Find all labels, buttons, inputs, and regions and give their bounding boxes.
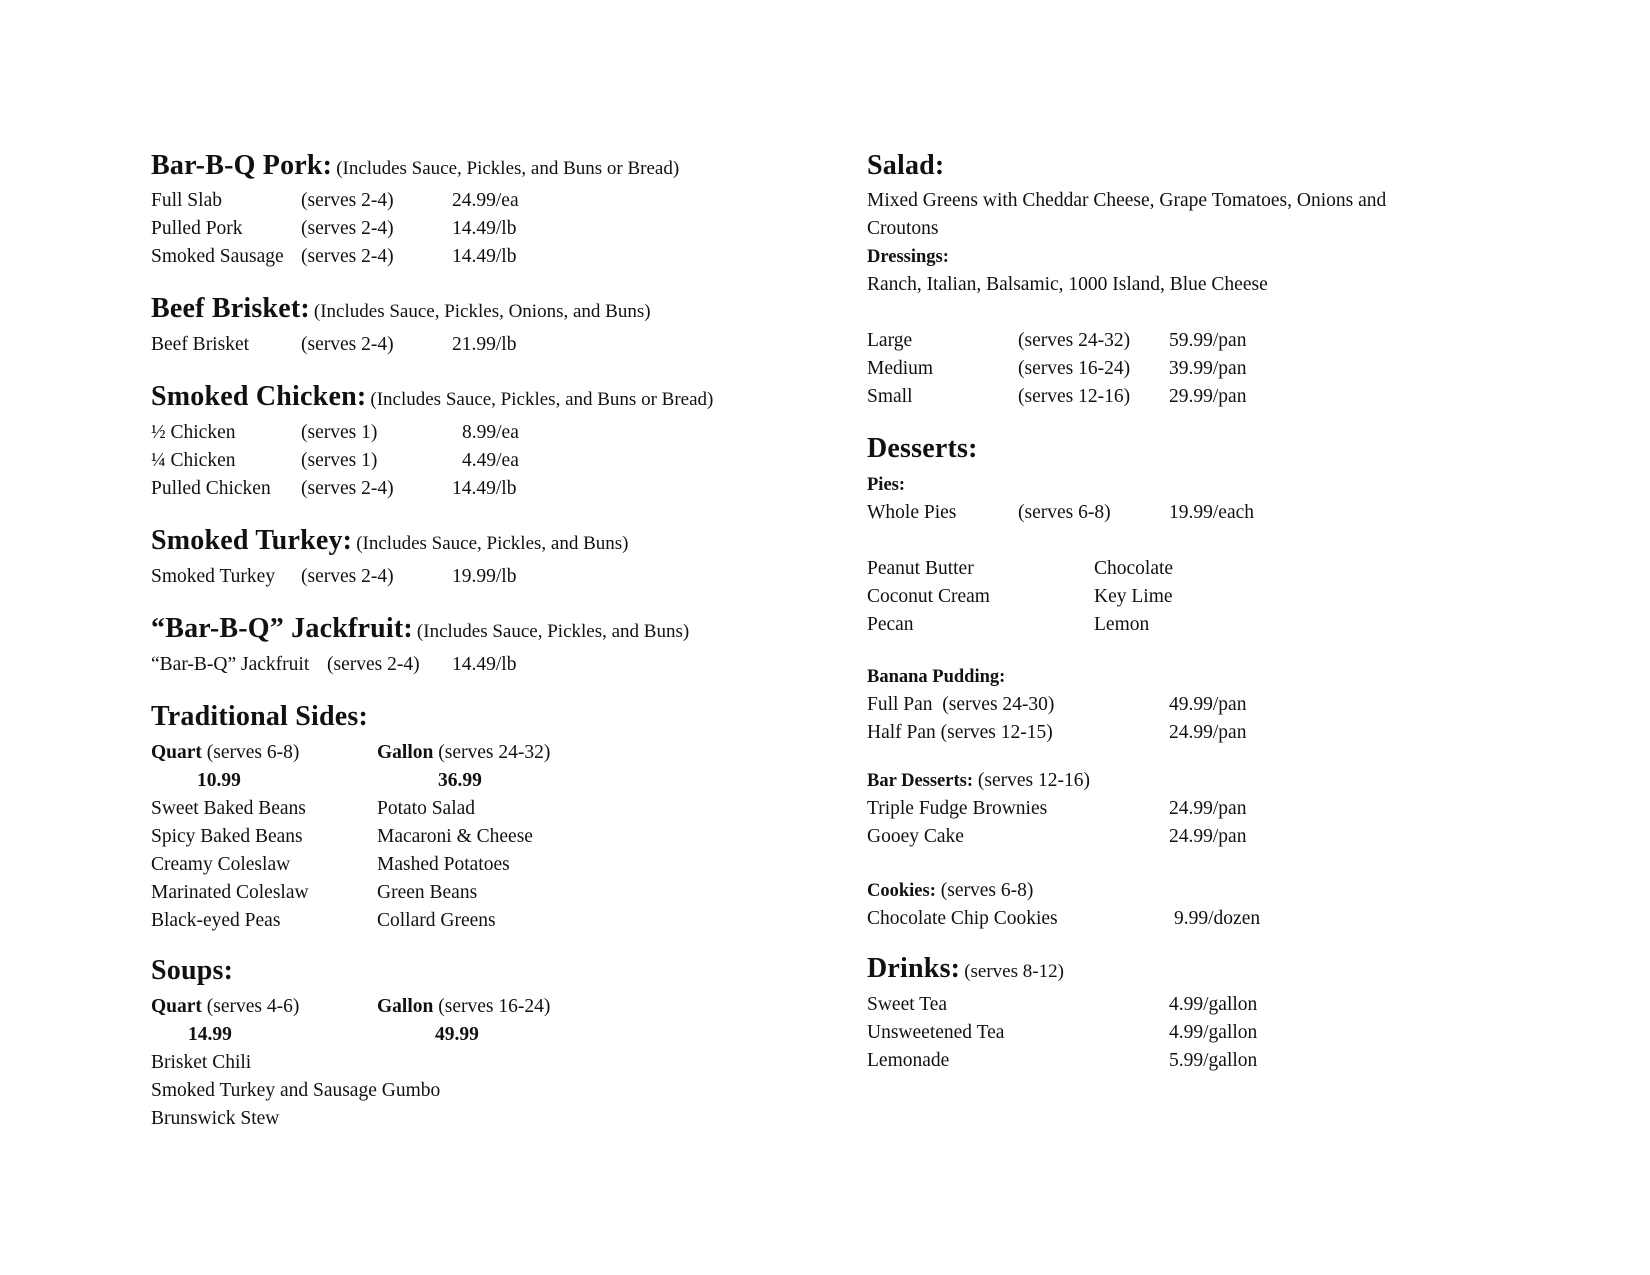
menu-item-serves: (serves 1) xyxy=(301,450,378,471)
side-item: Collard Greens xyxy=(377,910,496,931)
side-item: Marinated Coleslaw xyxy=(151,882,309,903)
bar-desserts-header xyxy=(867,767,1090,795)
salad-size-serves: (serves 24-32) xyxy=(1018,330,1131,351)
menu-item-serves: (serves 2-4) xyxy=(301,246,394,267)
menu-item-serves: (serves 1) xyxy=(301,422,378,443)
banana-pudding-price: 49.99/pan xyxy=(1169,694,1247,715)
salad-size-name: Medium xyxy=(867,358,934,379)
section-note: (Includes Sauce, Pickles, and Buns) xyxy=(416,621,690,642)
bar-dessert-price: 24.99/pan xyxy=(1169,826,1247,847)
side-item: Spicy Baked Beans xyxy=(151,826,303,847)
whole-pies-price: 19.99/each xyxy=(1169,502,1255,523)
gallon-serves: (serves 24-32) xyxy=(438,742,551,763)
section-note: (Includes Sauce, Pickles, and Buns) xyxy=(356,533,629,554)
pies-label: Pies: xyxy=(867,475,906,495)
sides-gallon-price: 36.99 xyxy=(438,770,482,791)
section-note: (Includes Sauce, Pickles, Onions, and Buns) xyxy=(313,301,651,322)
menu-item-serves: (serves 2-4) xyxy=(301,218,394,239)
whole-pies-serves: (serves 6-8) xyxy=(1018,502,1111,523)
soup-item: Smoked Turkey and Sausage Gumbo xyxy=(151,1080,441,1101)
section-title: Beef Brisket: xyxy=(151,293,310,324)
section-header-smoked-chicken xyxy=(151,381,713,413)
dressings-list: Ranch, Italian, Balsamic, 1000 Island, Blue Cheese xyxy=(867,274,1268,295)
gallon-serves: (serves 16-24) xyxy=(438,996,551,1017)
banana-pudding-price: 24.99/pan xyxy=(1169,722,1247,743)
cookies-header xyxy=(867,877,1033,905)
menu-item-name: ¼ Chicken xyxy=(151,450,236,471)
section-title: Smoked Turkey: xyxy=(151,525,353,556)
section-title-desserts: Desserts: xyxy=(867,433,978,464)
menu-item-serves: (serves 2-4) xyxy=(327,654,420,675)
menu-item-price: 24.99/ea xyxy=(452,190,519,211)
menu-item-name: “Bar-B-Q” Jackfruit xyxy=(151,654,310,675)
salad-size-price: 59.99/pan xyxy=(1169,330,1247,351)
menu-item-name: Smoked Turkey xyxy=(151,566,276,587)
drink-name: Lemonade xyxy=(867,1050,950,1071)
menu-item-serves: (serves 2-4) xyxy=(301,190,394,211)
section-title: Drinks: xyxy=(867,953,961,984)
menu-item-price: 14.49/lb xyxy=(452,478,517,499)
salad-size-price: 39.99/pan xyxy=(1169,358,1247,379)
bar-dessert-price: 24.99/pan xyxy=(1169,798,1247,819)
salad-description-cont: Croutons xyxy=(867,218,939,239)
sides-quart-price: 10.99 xyxy=(197,770,241,791)
menu-item-serves: (serves 2-4) xyxy=(301,478,394,499)
menu-item-serves: (serves 2-4) xyxy=(301,334,394,355)
side-item: Macaroni & Cheese xyxy=(377,826,533,847)
salad-size-serves: (serves 12-16) xyxy=(1018,386,1131,407)
whole-pies-name: Whole Pies xyxy=(867,502,957,523)
pie-flavor: Pecan xyxy=(867,614,914,635)
drink-price: 4.99/gallon xyxy=(1169,1022,1258,1043)
drink-name: Sweet Tea xyxy=(867,994,948,1015)
section-title: Bar-B-Q Pork: xyxy=(151,150,333,181)
side-item: Black-eyed Peas xyxy=(151,910,281,931)
soups-quart-header xyxy=(151,993,299,1021)
cookies-serves: (serves 6-8) xyxy=(940,880,1034,901)
banana-pudding-label: Banana Pudding: xyxy=(867,667,1006,687)
section-note: (serves 8-12) xyxy=(964,961,1064,982)
section-header-jackfruit xyxy=(151,613,689,645)
bar-dessert-name: Triple Fudge Brownies xyxy=(867,798,1048,819)
quart-serves: (serves 4-6) xyxy=(206,996,300,1017)
drink-price: 4.99/gallon xyxy=(1169,994,1258,1015)
section-note: (Includes Sauce, Pickles, and Buns or Bread) xyxy=(336,158,680,179)
section-title-sides: Traditional Sides: xyxy=(151,701,369,732)
pie-flavor: Coconut Cream xyxy=(867,586,990,607)
sides-quart-header xyxy=(151,739,299,767)
soup-item: Brunswick Stew xyxy=(151,1108,280,1129)
bar-desserts-serves: (serves 12-16) xyxy=(977,770,1090,791)
menu-item-serves: (serves 2-4) xyxy=(301,566,394,587)
soups-gallon-header xyxy=(377,993,550,1021)
salad-description: Mixed Greens with Cheddar Cheese, Grape Tomatoes, Onions and xyxy=(867,190,1387,211)
menu-item-name: Pulled Pork xyxy=(151,218,243,239)
drink-name: Unsweetened Tea xyxy=(867,1022,1005,1043)
menu-item-price: 8.99/ea xyxy=(462,422,519,443)
menu-item-price: 14.49/lb xyxy=(452,218,517,239)
side-item: Mashed Potatoes xyxy=(377,854,510,875)
bar-desserts-label: Bar Desserts: xyxy=(867,771,974,791)
section-title-soups: Soups: xyxy=(151,955,234,986)
salad-size-price: 29.99/pan xyxy=(1169,386,1247,407)
pie-flavor: Lemon xyxy=(1094,614,1150,635)
side-item: Creamy Coleslaw xyxy=(151,854,291,875)
menu-item-name: Pulled Chicken xyxy=(151,478,271,499)
section-title-salad: Salad: xyxy=(867,150,945,181)
drink-price: 5.99/gallon xyxy=(1169,1050,1258,1071)
section-title: “Bar-B-Q” Jackfruit: xyxy=(151,613,413,644)
banana-pudding-size: Full Pan (serves 24-30) xyxy=(867,694,1055,715)
banana-pudding-size: Half Pan (serves 12-15) xyxy=(867,722,1053,743)
soups-gallon-price: 49.99 xyxy=(435,1024,479,1045)
section-header-smoked-turkey xyxy=(151,525,628,557)
gallon-label: Gallon xyxy=(377,742,434,763)
side-item: Green Beans xyxy=(377,882,478,903)
sides-gallon-header xyxy=(377,739,550,767)
side-item: Potato Salad xyxy=(377,798,476,819)
cookies-label: Cookies: xyxy=(867,881,936,901)
cookie-price: 9.99/dozen xyxy=(1174,908,1261,929)
menu-item-price: 14.49/lb xyxy=(452,654,517,675)
menu-item-price: 21.99/lb xyxy=(452,334,517,355)
section-note: (Includes Sauce, Pickles, and Buns or Bread) xyxy=(370,389,714,410)
soup-item: Brisket Chili xyxy=(151,1052,252,1073)
quart-label: Quart xyxy=(151,996,202,1017)
side-item: Sweet Baked Beans xyxy=(151,798,306,819)
quart-serves: (serves 6-8) xyxy=(206,742,300,763)
menu-item-name: Smoked Sausage xyxy=(151,246,284,267)
cookie-name: Chocolate Chip Cookies xyxy=(867,908,1058,929)
pie-flavor: Key Lime xyxy=(1094,586,1173,607)
gallon-label: Gallon xyxy=(377,996,434,1017)
salad-size-name: Large xyxy=(867,330,913,351)
menu-item-name: Full Slab xyxy=(151,190,222,211)
pie-flavor: Chocolate xyxy=(1094,558,1174,579)
quart-label: Quart xyxy=(151,742,202,763)
section-header-beef-brisket xyxy=(151,293,651,325)
pie-flavor: Peanut Butter xyxy=(867,558,974,579)
salad-size-name: Small xyxy=(867,386,913,407)
dressings-label: Dressings: xyxy=(867,247,949,267)
salad-size-serves: (serves 16-24) xyxy=(1018,358,1131,379)
bar-dessert-name: Gooey Cake xyxy=(867,826,964,847)
section-header-drinks xyxy=(867,953,1064,985)
menu-item-name: ½ Chicken xyxy=(151,422,236,443)
menu-item-name: Beef Brisket xyxy=(151,334,250,355)
section-header-bbq-pork xyxy=(151,150,679,182)
menu-item-price: 19.99/lb xyxy=(452,566,517,587)
section-title: Smoked Chicken: xyxy=(151,381,367,412)
soups-quart-price: 14.99 xyxy=(188,1024,232,1045)
menu-item-price: 14.49/lb xyxy=(452,246,517,267)
menu-item-price: 4.49/ea xyxy=(462,450,519,471)
